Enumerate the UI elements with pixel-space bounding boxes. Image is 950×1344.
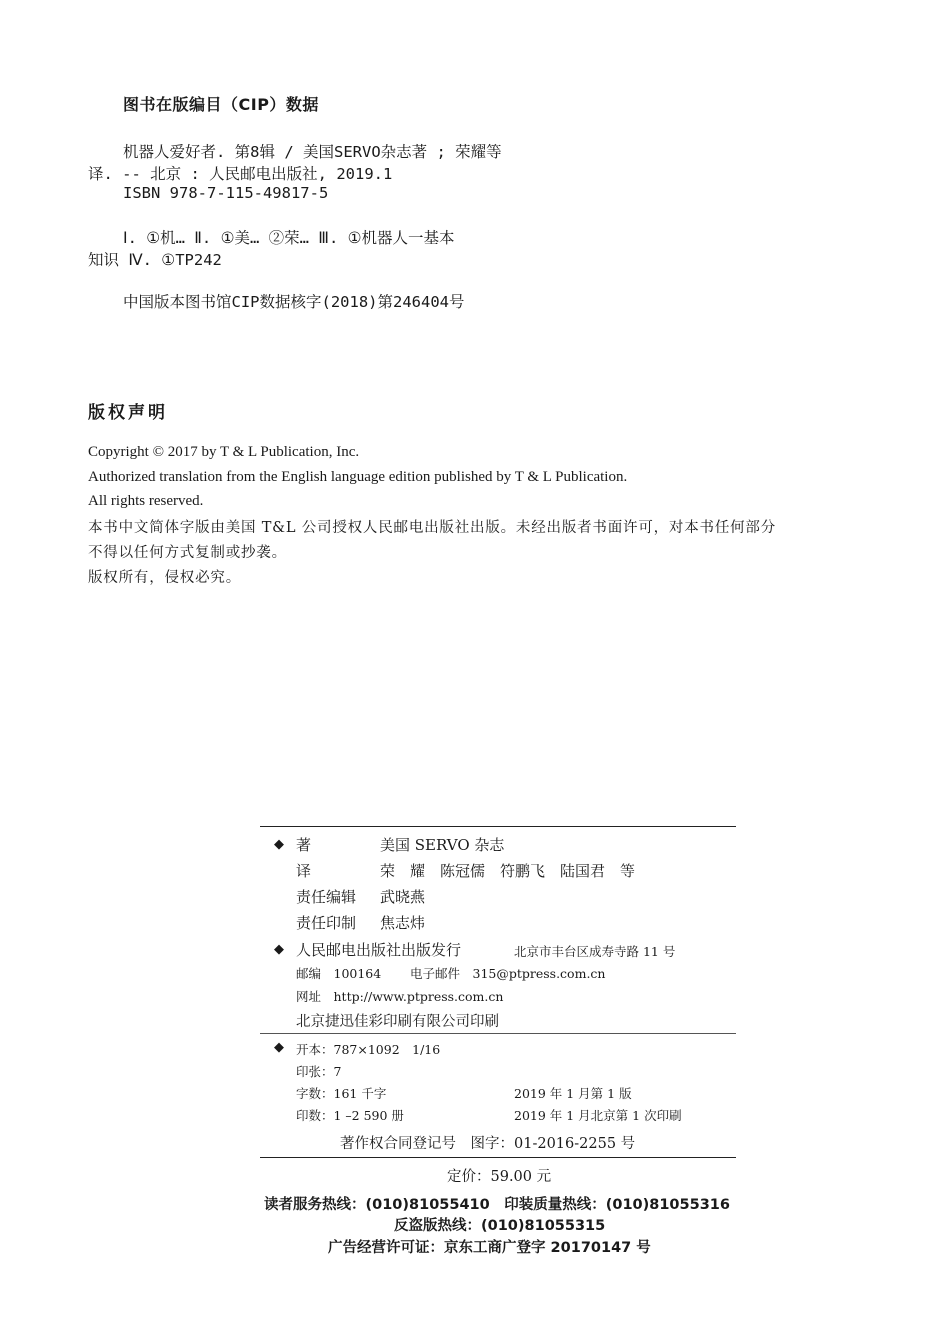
cip-line-2: 译. -- 北京 : 人民邮电出版社, 2019.1	[88, 165, 393, 183]
cip-line-5: 知识 Ⅳ. ①TP242	[88, 251, 222, 269]
editor-label: 责任编辑	[296, 888, 357, 906]
hotline-antipiracy: 反盗版热线：(010)81055315	[394, 1218, 606, 1234]
hotline-service: 读者服务热线：(010)81055410 印装质量热线：(010)81055316	[264, 1197, 730, 1213]
copyright-en-2: Authorized translation from the English language edition published by T & L Publication.	[88, 469, 628, 485]
printer-value: 焦志炜	[380, 914, 426, 932]
price: 定价：59.00 元	[447, 1169, 552, 1185]
colophon-top-rule	[260, 826, 736, 827]
email: 电子邮件 315@ptpress.com.cn	[410, 966, 606, 981]
copyright-cn-1: 本书中文简体字版由美国 T&L 公司授权人民邮电出版社出版。未经出版者书面许可，对本书任何部分	[88, 520, 777, 536]
copyright-title: 版权声明	[88, 403, 168, 423]
website: 网址 http://www.ptpress.com.cn	[296, 989, 504, 1004]
translator-label: 译	[296, 862, 312, 880]
author-value: 美国 SERVO 杂志	[380, 836, 505, 854]
ad-license: 广告经营许可证：京东工商广登字 20170147 号	[328, 1240, 651, 1256]
publisher: 人民邮电出版社出版发行	[296, 941, 462, 959]
copies: 印数：1 –2 590 册	[296, 1108, 404, 1123]
translator-value: 荣 耀 陈冠儒 符鹏飞 陆国君 等	[380, 862, 636, 880]
postcode: 邮编 100164	[296, 966, 382, 981]
contract-number: 著作权合同登记号 图字：01-2016-2255 号	[340, 1136, 636, 1152]
sheets: 印张：7	[296, 1064, 342, 1079]
diamond-bullet-2: ◆	[274, 942, 284, 957]
cip-line-1: 机器人爱好者. 第8辑 / 美国SERVO杂志著 ; 荣耀等	[123, 143, 502, 161]
format: 开本：787×1092 1/16	[296, 1042, 441, 1057]
diamond-bullet-1: ◆	[274, 837, 284, 852]
words: 字数：161 千字	[296, 1086, 387, 1101]
author-label: 著	[296, 836, 312, 854]
editor-value: 武晓燕	[380, 888, 426, 906]
print-house: 北京捷迅佳彩印刷有限公司印刷	[296, 1014, 499, 1030]
diamond-bullet-3: ◆	[274, 1040, 284, 1055]
printing: 2019 年 1 月北京第 1 次印刷	[514, 1108, 682, 1123]
edition: 2019 年 1 月第 1 版	[514, 1086, 632, 1101]
colophon-bottom-rule	[260, 1157, 736, 1158]
cip-line-4: Ⅰ. ①机… Ⅱ. ①美… ②荣… Ⅲ. ①机器人一基本	[123, 229, 455, 247]
publisher-address: 北京市丰台区成寿寺路 11 号	[514, 944, 676, 959]
printer-label: 责任印制	[296, 914, 357, 932]
copyright-en-1: Copyright © 2017 by T & L Publication, Inc.	[88, 444, 360, 460]
copyright-cn-3: 版权所有，侵权必究。	[88, 570, 241, 586]
copyright-en-3: All rights reserved.	[88, 493, 204, 509]
colophon-mid-rule	[260, 1033, 736, 1034]
cip-line-6: 中国版本图书馆CIP数据核字(2018)第246404号	[123, 293, 465, 311]
cip-title: 图书在版编目（CIP）数据	[123, 95, 319, 114]
copyright-cn-2: 不得以任何方式复制或抄袭。	[88, 545, 287, 561]
cip-line-3: ISBN 978-7-115-49817-5	[123, 184, 329, 202]
